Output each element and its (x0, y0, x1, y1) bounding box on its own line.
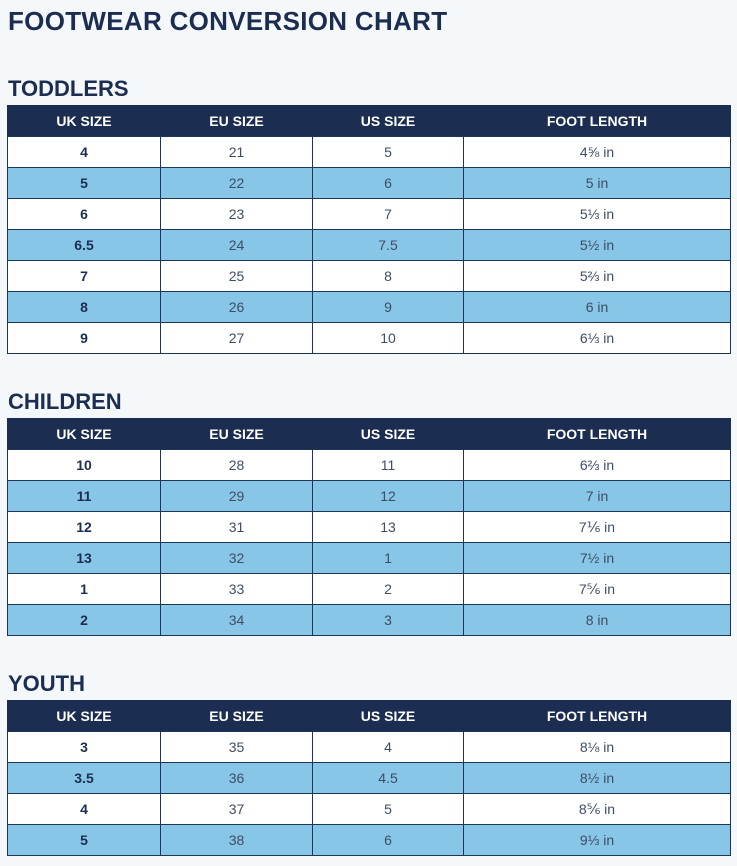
eu-size-cell: 24 (161, 230, 313, 261)
section-youth (7, 668, 730, 856)
eu-size-cell: 34 (161, 605, 313, 636)
foot-length-cell: 8⅚ in (464, 794, 731, 825)
us-size-cell: 4.5 (313, 763, 464, 794)
us-size-cell: 4 (313, 732, 464, 763)
us-size-cell: 7 (313, 199, 464, 230)
us-size-cell: 5 (313, 794, 464, 825)
us-size-cell: 3 (313, 605, 464, 636)
foot-length-cell: 8⅛ in (464, 732, 731, 763)
eu-size-cell: 28 (161, 450, 313, 481)
eu-size-cell: 31 (161, 512, 313, 543)
us-size-cell: 10 (313, 323, 464, 354)
section-heading: YOUTH (8, 671, 85, 696)
table-header-row (8, 700, 731, 732)
uk-size-cell: 1 (8, 574, 161, 605)
header-eu-size: EU SIZE (161, 418, 313, 450)
eu-size-cell: 35 (161, 732, 313, 763)
table-row (8, 543, 731, 574)
table-row (8, 137, 731, 168)
uk-size-cell: 8 (8, 292, 161, 323)
foot-length-cell: 6⅔ in (464, 450, 731, 481)
section-children (7, 386, 730, 636)
table-row (8, 732, 731, 763)
us-size-cell: 9 (313, 292, 464, 323)
us-size-cell: 6 (313, 825, 464, 856)
uk-size-cell: 2 (8, 605, 161, 636)
table-row (8, 794, 731, 825)
eu-size-cell: 36 (161, 763, 313, 794)
foot-length-cell: 6 in (464, 292, 731, 323)
table-row (8, 605, 731, 636)
uk-size-cell: 11 (8, 481, 161, 512)
header-us-size: US SIZE (313, 418, 464, 450)
uk-size-cell: 4 (8, 137, 161, 168)
table-row (8, 763, 731, 794)
foot-length-cell: 7⅙ in (464, 512, 731, 543)
header-foot-length: FOOT LENGTH (464, 700, 731, 732)
foot-length-cell: 7 in (464, 481, 731, 512)
uk-size-cell: 6 (8, 199, 161, 230)
uk-size-cell: 12 (8, 512, 161, 543)
foot-length-cell: 5 in (464, 168, 731, 199)
uk-size-cell: 4 (8, 794, 161, 825)
foot-length-cell: 5⅓ in (464, 199, 731, 230)
uk-size-cell: 5 (8, 825, 161, 856)
uk-size-cell: 3.5 (8, 763, 161, 794)
section-heading: CHILDREN (8, 389, 122, 414)
foot-length-cell: 6⅓ in (464, 323, 731, 354)
header-us-size: US SIZE (313, 700, 464, 732)
us-size-cell: 6 (313, 168, 464, 199)
eu-size-cell: 29 (161, 481, 313, 512)
uk-size-cell: 7 (8, 261, 161, 292)
uk-size-cell: 5 (8, 168, 161, 199)
table-row (8, 574, 731, 605)
header-eu-size: EU SIZE (161, 105, 313, 137)
eu-size-cell: 32 (161, 543, 313, 574)
us-size-cell: 12 (313, 481, 464, 512)
header-eu-size: EU SIZE (161, 700, 313, 732)
table-row (8, 199, 731, 230)
eu-size-cell: 23 (161, 199, 313, 230)
foot-length-cell: 7⅚ in (464, 574, 731, 605)
us-size-cell: 11 (313, 450, 464, 481)
header-foot-length: FOOT LENGTH (464, 105, 731, 137)
header-us-size: US SIZE (313, 105, 464, 137)
foot-length-cell: 5½ in (464, 230, 731, 261)
foot-length-cell: 7½ in (464, 543, 731, 574)
table-row (8, 450, 731, 481)
foot-length-cell: 5⅔ in (464, 261, 731, 292)
page-title: FOOTWEAR CONVERSION CHART (8, 6, 448, 36)
uk-size-cell: 10 (8, 450, 161, 481)
table-header-row (8, 418, 731, 450)
eu-size-cell: 37 (161, 794, 313, 825)
table-row (8, 261, 731, 292)
us-size-cell: 2 (313, 574, 464, 605)
uk-size-cell: 9 (8, 323, 161, 354)
header-uk-size: UK SIZE (8, 418, 161, 450)
table-row (8, 825, 731, 856)
eu-size-cell: 38 (161, 825, 313, 856)
us-size-cell: 1 (313, 543, 464, 574)
table-row (8, 323, 731, 354)
uk-size-cell: 13 (8, 543, 161, 574)
uk-size-cell: 6.5 (8, 230, 161, 261)
size-table (7, 700, 731, 856)
table-row (8, 512, 731, 543)
size-table (7, 105, 731, 354)
table-row (8, 168, 731, 199)
eu-size-cell: 27 (161, 323, 313, 354)
foot-length-cell: 4⅝ in (464, 137, 731, 168)
table-row (8, 230, 731, 261)
eu-size-cell: 21 (161, 137, 313, 168)
us-size-cell: 13 (313, 512, 464, 543)
foot-length-cell: 8½ in (464, 763, 731, 794)
eu-size-cell: 25 (161, 261, 313, 292)
us-size-cell: 5 (313, 137, 464, 168)
size-table (7, 418, 731, 636)
section-heading: TODDLERS (8, 76, 129, 101)
foot-length-cell: 8 in (464, 605, 731, 636)
header-foot-length: FOOT LENGTH (464, 418, 731, 450)
header-uk-size: UK SIZE (8, 105, 161, 137)
eu-size-cell: 33 (161, 574, 313, 605)
table-row (8, 292, 731, 323)
us-size-cell: 7.5 (313, 230, 464, 261)
eu-size-cell: 26 (161, 292, 313, 323)
header-uk-size: UK SIZE (8, 700, 161, 732)
eu-size-cell: 22 (161, 168, 313, 199)
section-toddlers (7, 73, 730, 354)
table-row (8, 481, 731, 512)
table-header-row (8, 105, 731, 137)
uk-size-cell: 3 (8, 732, 161, 763)
foot-length-cell: 9⅓ in (464, 825, 731, 856)
us-size-cell: 8 (313, 261, 464, 292)
